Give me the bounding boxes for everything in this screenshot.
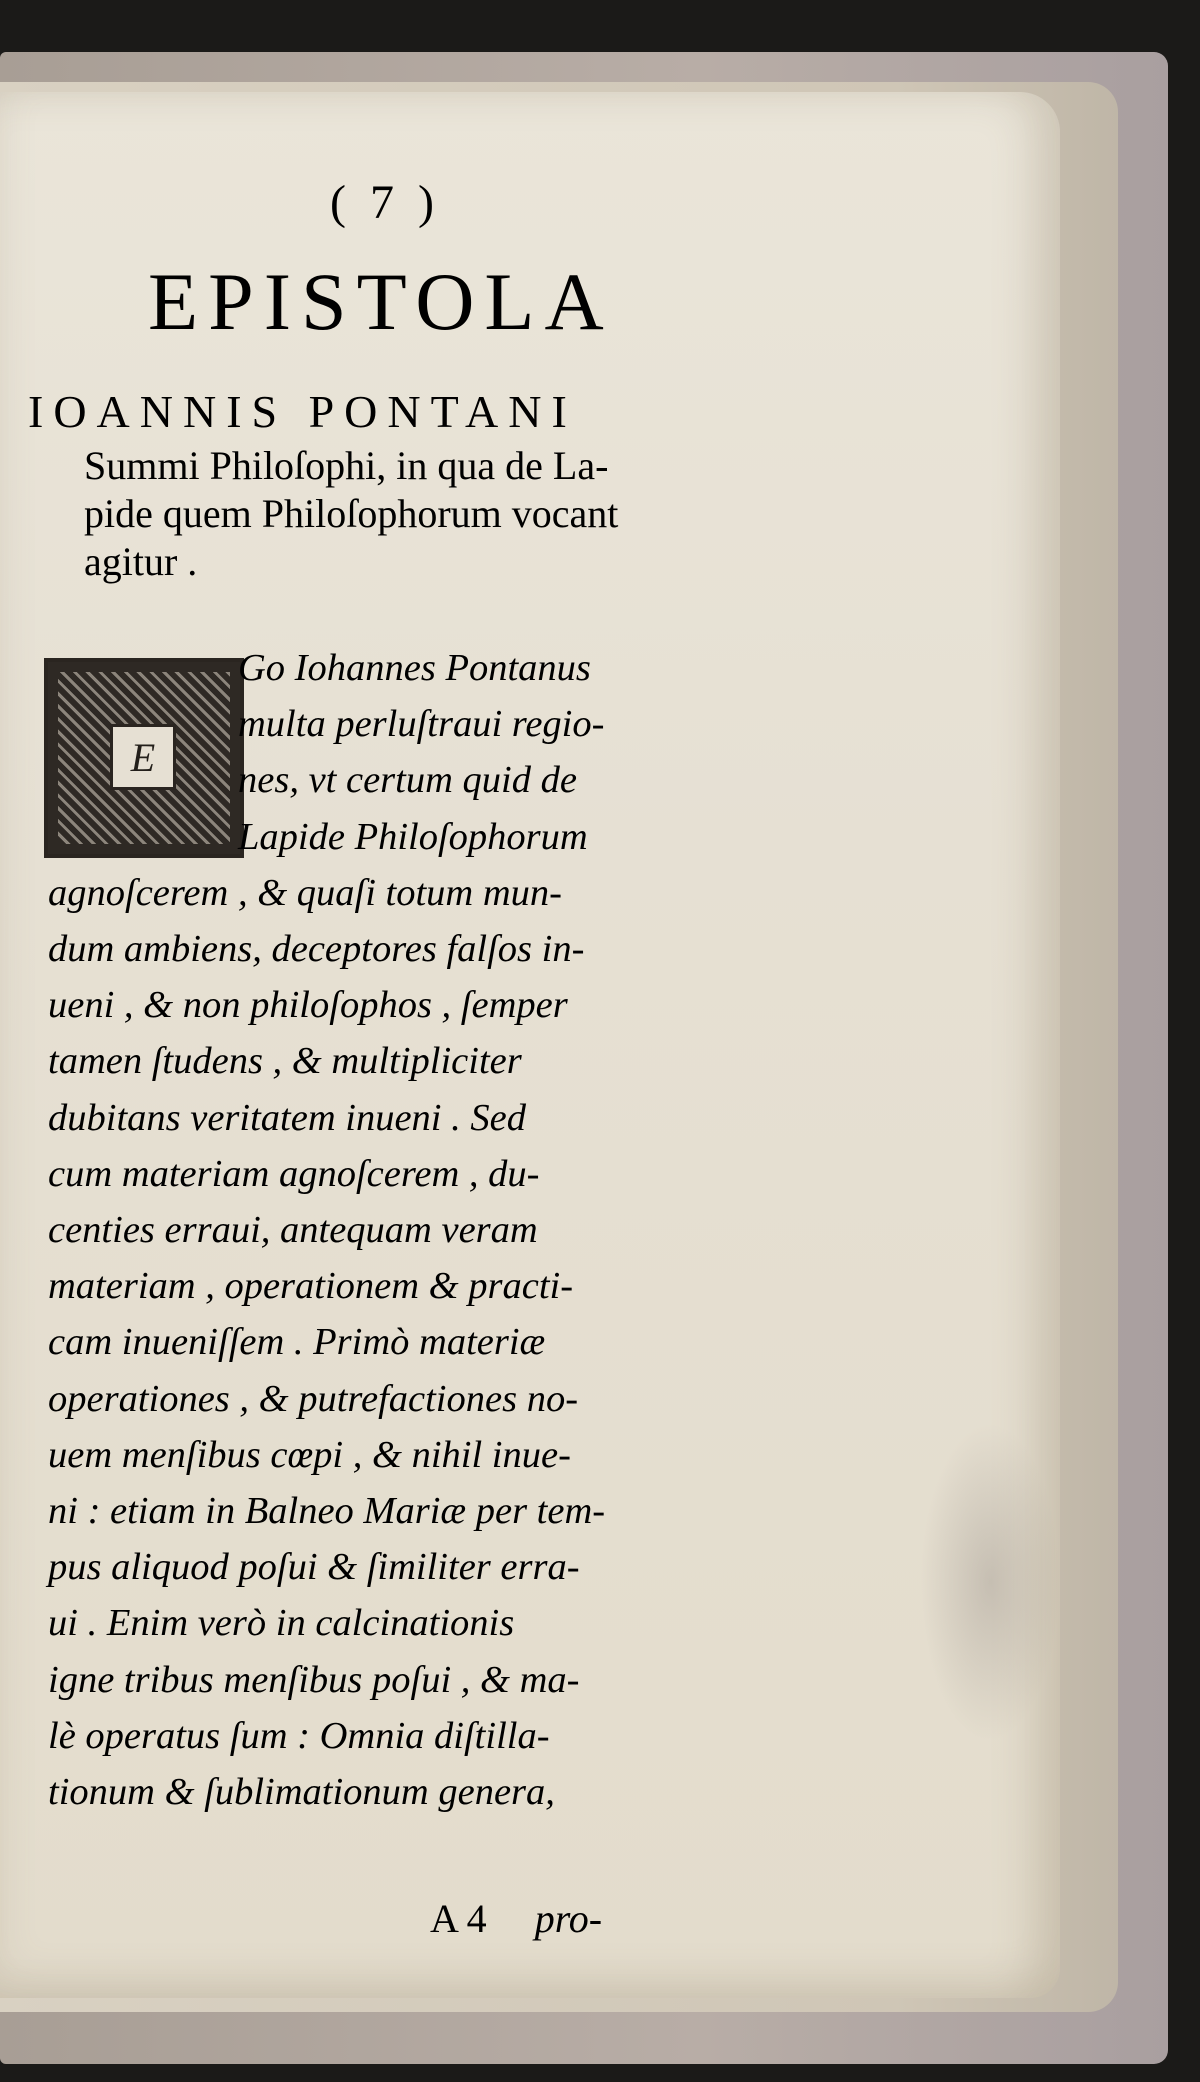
page-stain bbox=[920, 1422, 1060, 1742]
text-line: multa perluſtraui regio- bbox=[238, 703, 605, 746]
text-line: centies erraui, antequam veram bbox=[48, 1209, 538, 1252]
text-line: dum ambiens, deceptores falſos in- bbox=[48, 928, 585, 971]
text-line: Lapide Philoſophorum bbox=[238, 815, 588, 858]
page-footer bbox=[430, 1895, 602, 1942]
text-line: agnoſcerem , & quaſi totum mun- bbox=[48, 871, 562, 914]
text-line: lè operatus ſum : Omnia diſtilla- bbox=[48, 1714, 550, 1757]
description-line: pide quem Philoſophorum vocant bbox=[84, 491, 619, 536]
text-line: tamen ſtudens , & multipliciter bbox=[48, 1040, 522, 1083]
description-line: agitur . bbox=[84, 539, 198, 584]
text-line: pus aliquod poſui & ſimiliter erra- bbox=[48, 1546, 580, 1589]
text-line: ui . Enim verò in calcinationis bbox=[48, 1602, 515, 1645]
initial-letter: E bbox=[110, 724, 176, 790]
text-line: nes, vt certum quid de bbox=[238, 759, 577, 802]
text-line: ueni , & non philoſophos , ſemper bbox=[48, 984, 568, 1027]
author-name: IOANNIS PONTANI bbox=[28, 386, 577, 437]
page-title: EPISTOLA bbox=[148, 256, 614, 347]
text-line: operationes , & putrefactiones no- bbox=[48, 1377, 579, 1420]
text-line: materiam , operationem & practi- bbox=[48, 1265, 574, 1308]
text-line: Go Iohannes Pontanus bbox=[238, 647, 591, 689]
text-line: ni : etiam in Balneo Mariæ per tem- bbox=[48, 1490, 606, 1533]
text-line: cam inueniſſem . Primò materiæ bbox=[48, 1321, 546, 1364]
title-description bbox=[84, 442, 784, 586]
signature-mark: A 4 bbox=[430, 1896, 487, 1941]
text-line: igne tribus menſibus poſui , & ma- bbox=[48, 1658, 580, 1701]
page-number: ( 7 ) bbox=[330, 176, 440, 229]
description-line: Summi Philoſophi, in qua de La- bbox=[84, 443, 609, 488]
text-line: cum materiam agnoſcerem , du- bbox=[48, 1152, 540, 1195]
text-line: uem menſibus cœpi , & nihil inue- bbox=[48, 1433, 571, 1476]
catchword: pro- bbox=[534, 1896, 603, 1941]
text-line: tionum & ſublimationum genera, bbox=[48, 1771, 555, 1814]
text-line: dubitans veritatem inueni . Sed bbox=[48, 1096, 526, 1139]
letter-body bbox=[48, 640, 784, 1820]
